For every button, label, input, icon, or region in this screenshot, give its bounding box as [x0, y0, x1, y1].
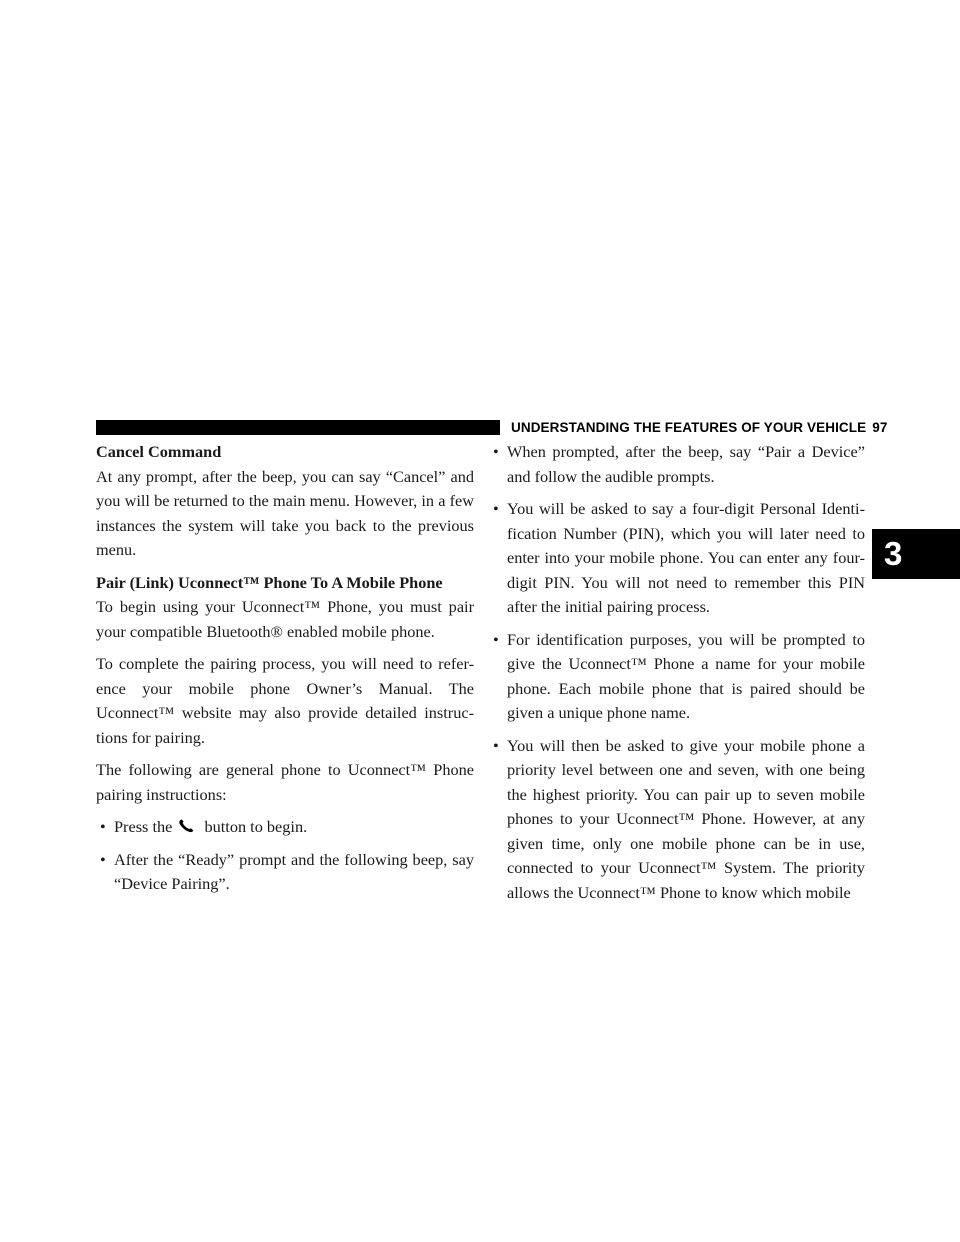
- bullet-press-before: Press the: [114, 817, 173, 836]
- cancel-command-text: At any prompt, after the beep, you can say “Cancel” and you will be returned to the main menu. However, in a few instances the system will take you back to the previous menu.: [96, 466, 474, 559]
- bullet-dot: •: [493, 735, 499, 755]
- bullet-text: For identification purposes, you will be prompted to give the Uconnect™ Phone a name for your mobile phone. Each mobile phone that is paired should be given a unique phone name.: [507, 629, 865, 722]
- bullet-priority: [489, 734, 865, 906]
- phone-icon: [178, 816, 196, 830]
- header-title: UNDERSTANDING THE FEATURES OF YOUR VEHICLE: [511, 420, 867, 435]
- page-number: 97: [872, 420, 888, 435]
- bullet-dot: •: [493, 442, 499, 461]
- chapter-tab[interactable]: 3: [872, 529, 960, 579]
- bullet-text: You will then be asked to give your mobile phone a priority level between one and seven, with one being the highest priority. You can pair up to seven mobile phones to your Uconnect™ Phone. However, at any given time, only one mobile phone can be in use, connected to your Uconnect™ System. The priority allows the Uconnect™ Phone to know which mobile: [507, 735, 865, 902]
- bullet-dot: •: [100, 849, 106, 869]
- pair-phone-heading: Pair (Link) Uconnect™ Phone To A Mobile Phone: [96, 572, 443, 592]
- right-column: [489, 440, 865, 913]
- bullet-pin: [489, 497, 865, 620]
- bullet-ready-text: After the “Ready” prompt and the following beep, say “Device Pairing”.: [114, 849, 474, 893]
- bullet-dot: •: [100, 817, 106, 836]
- pair-phone-text: To begin using your Uconnect™ Phone, you must pair your compatible Bluetooth® enabled mobile phone.: [96, 597, 474, 641]
- bullet-press-after: button to begin.: [204, 817, 308, 836]
- bullet-dot: •: [493, 499, 499, 518]
- bullet-phone-name: [489, 628, 865, 726]
- bullet-text: You will be asked to say a four-digit Personal Identi- fication Number (PIN), which you will later need to enter into your mobile phone. You can enter any four-digit PIN. You will not need to remember this PIN after the initial pairing process.: [507, 499, 865, 616]
- cancel-command-heading: Cancel Command: [96, 442, 222, 461]
- bullet-dot: •: [493, 629, 499, 649]
- bullet-ready-prompt: [96, 848, 474, 897]
- header-rule-left: [96, 420, 500, 435]
- general-instructions-text: The following are general phone to Uconnect™ Phone pairing instructions:: [96, 760, 474, 804]
- bullet-text: When prompted, after the beep, say “Pair a Device” and follow the audible prompts.: [507, 442, 865, 486]
- complete-pairing-text: To complete the pairing process, you will need to refer- ence your mobile phone Owner’s Manual. The Uconnect™ website may also provide detailed instruc- tions for pairing.: [96, 654, 474, 747]
- running-header: [507, 418, 891, 437]
- left-column: [96, 440, 474, 905]
- bullet-press-button: [96, 815, 474, 840]
- bullet-pair-device: [489, 440, 865, 489]
